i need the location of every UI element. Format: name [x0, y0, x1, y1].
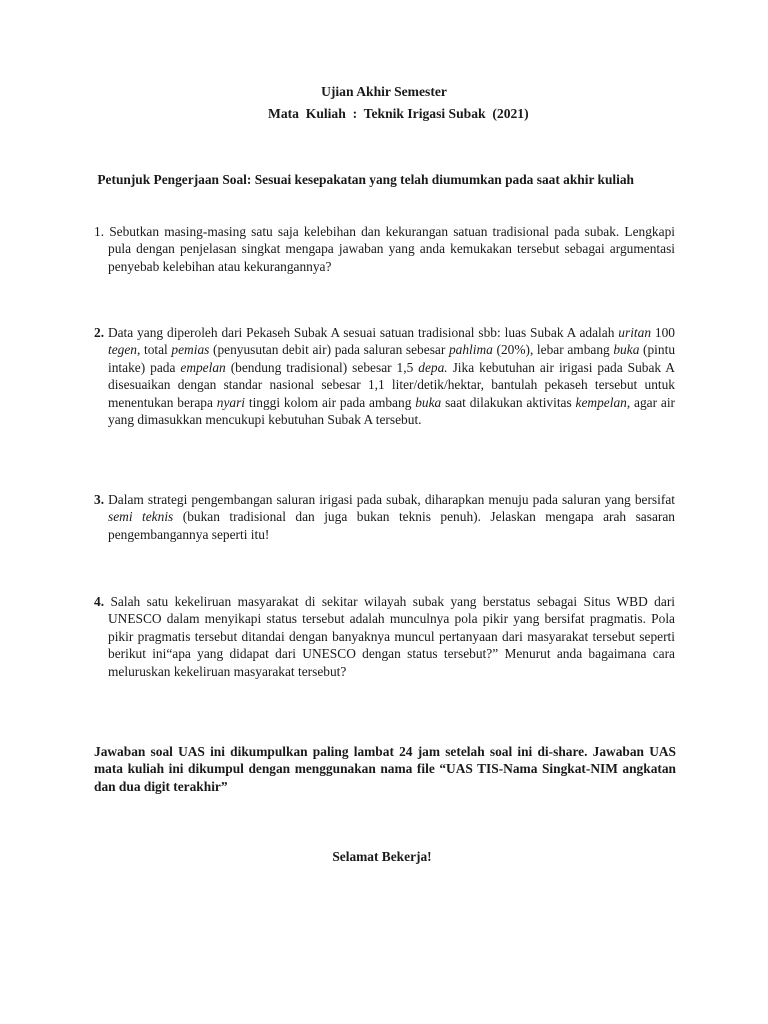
italic-term: semi teknis	[108, 509, 174, 525]
question-4-text	[94, 593, 675, 680]
question-number: 4.	[94, 594, 105, 609]
text-segment: tinggi kolom air pada ambang	[245, 394, 416, 410]
question-1-text	[94, 223, 675, 275]
italic-term: buka	[415, 394, 442, 410]
course-line: Mata Kuliah : Teknik Irigasi Subak (2021)	[268, 106, 529, 121]
text-segment: , agar air yang dimasukkan mencukupi kebutuhan Subak A tersebut.	[108, 394, 675, 428]
text-segment: Jika kebutuhan air irigasi pada Subak A disesuaikan dengan standar nasional sebesar 1,1 liter/detik/hektar, bantulah pekaseh tersebut untuk menentukan berapa	[108, 359, 675, 410]
text-segment: (pintu intake) pada	[108, 342, 676, 375]
closing-greeting	[0, 848, 768, 865]
question-4	[94, 593, 675, 680]
instructions-text: Petunjuk Pengerjaan Soal: Sesuai kesepakatan yang telah diumumkan pada saat akhir kuliah	[97, 172, 634, 187]
italic-term: buka	[613, 342, 640, 358]
question-number: 2.	[94, 325, 105, 340]
exam-title: Ujian Akhir Semester	[321, 84, 447, 99]
question-1	[94, 223, 675, 275]
italic-term: kempelan	[575, 394, 627, 410]
text-segment: saat dilakukan aktivitas	[441, 394, 576, 410]
text-segment: Dalam strategi pengembangan saluran irigasi pada subak, diharapkan menuju pada saluran yang bersifat	[108, 492, 675, 507]
italic-term: tegen	[108, 342, 137, 358]
closing-text: Selamat Bekerja!	[332, 849, 432, 864]
question-number: 1.	[94, 224, 105, 239]
italic-term: uritan	[618, 325, 652, 340]
text-segment: (penyusutan debit air) pada saluran sebesar	[209, 342, 449, 358]
italic-term: pahlima	[448, 342, 493, 358]
text-segment: (bukan tradisional dan juga bukan teknis penuh). Jelaskan mengapa arah sasaran pengembangannya seperti itu!	[108, 509, 675, 542]
question-number: 3.	[94, 492, 105, 507]
italic-term: pemias	[171, 342, 210, 358]
text-segment: (bendung tradisional) sebesar 1,5	[225, 359, 419, 375]
text-segment: Data yang diperoleh dari Pekaseh Subak A sesuai satuan tradisional sbb: luas Subak A adalah	[107, 325, 619, 340]
question-3	[94, 491, 675, 543]
submission-note: Jawaban soal UAS ini dikumpulkan paling lambat 24 jam setelah soal ini di-share. Jawaban UAS mata kuliah ini dikumpul dengan menggunakan nama file “UAS TIS-Nama Singkat-NIM angkatan dan dua digit terakhir”	[94, 744, 676, 794]
question-2-text	[94, 324, 675, 428]
italic-term: nyari	[216, 394, 246, 410]
question-3-text	[94, 491, 675, 543]
italic-term: depa.	[418, 359, 448, 375]
text-segment: , total	[137, 342, 172, 358]
text-segment: Salah satu kekeliruan masyarakat di sekitar wilayah subak yang berstatus sebagai Situs WBD dari UNESCO dalam menyikapi status tersebut adalah munculnya pola pikir yang bersifat pragmatis. Pola pikir pragmatis tersebut ditandai dengan banyaknya muncul pertanyaan dari masyarakat tersebut seperti berikut ini“apa yang didapat dari UNESCO dengan status tersebut?” Menurut anda bagaimana cara meluruskan kekeliruan masyarakat tersebut?	[108, 594, 675, 679]
instructions	[94, 171, 676, 188]
italic-term: empelan	[180, 359, 226, 375]
text-segment: 100	[651, 325, 675, 340]
question-2	[94, 324, 675, 428]
text-segment: Sebutkan masing-masing satu saja kelebihan dan kekurangan satuan tradisional pada subak. Lengkapi pula dengan penjelasan singkat mengapa jawaban yang anda kemukakan tersebut sebagai argumentasi penyebab kelebihan atau kekurangannya?	[108, 224, 675, 274]
text-segment: (20%), lebar ambang	[492, 342, 614, 358]
